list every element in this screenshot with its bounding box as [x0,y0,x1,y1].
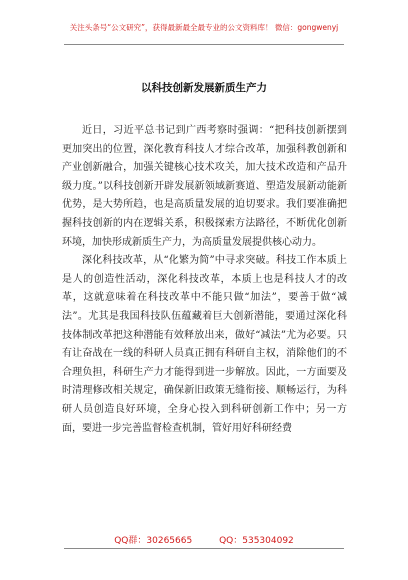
paragraph: 近日，习近平总书记到广西考察时强调：“把科技创新摆到更加突出的位置，深化教育科技人才综合改革，加强科教创新和产业创新融合，加强关键核心技术攻关，加大技术改造和产品升级力度。”以科技创新开辟发展新领域新赛道、塑造发展新动能新优势，是大势所趋，也是高质量发展的迫切要求。我们要准确把握科技创新的内在逻辑关系，积极探索方法路径，不断优化创新环境，加快形成新质生产力，为高质量发展提供核心动力。 [62,125,347,248]
footer-divider [64,548,344,549]
document-body [62,122,347,438]
qq-group-number: QQ群：30265665 [114,536,193,546]
qq-contact-number: QQ：535304092 [219,536,294,546]
paragraph: 深化科技改革，从“化繁为简”中寻求突破。科技工作本质上是人的创造性活动，深化科技改革，本质上也是科技人才的改革，这就意味着在科技改革中不能只做“加法”，要善于做“减法”。尤其是我国科技队伍蕴藏着巨大创新潜能，要通过深化科技体制改革把这种潜能有效释放出来，做好“减法”尤为必要。只有让奋战在一线的科研人员真正拥有科研自主权，消除他们的不合理负担，科研生产力才能得到进一步解放。因此，一方面要及时清理修改相关规定，确保新旧政策无缝衔接、顺畅运行，为科研人员创造良好环境，全身心投入到科研创新工作中；另一方面，要进一步完善监督检查机制，管好用好科研经费 [62,255,347,434]
header-promo-note: 关注头条号“公文研究”，获得最新最全最专业的公文资料库！ 微信：gongwenyj [69,23,339,32]
header-divider [64,44,344,45]
document-title: 以科技创新发展新质生产力 [141,82,267,94]
footer-contacts [0,533,408,546]
